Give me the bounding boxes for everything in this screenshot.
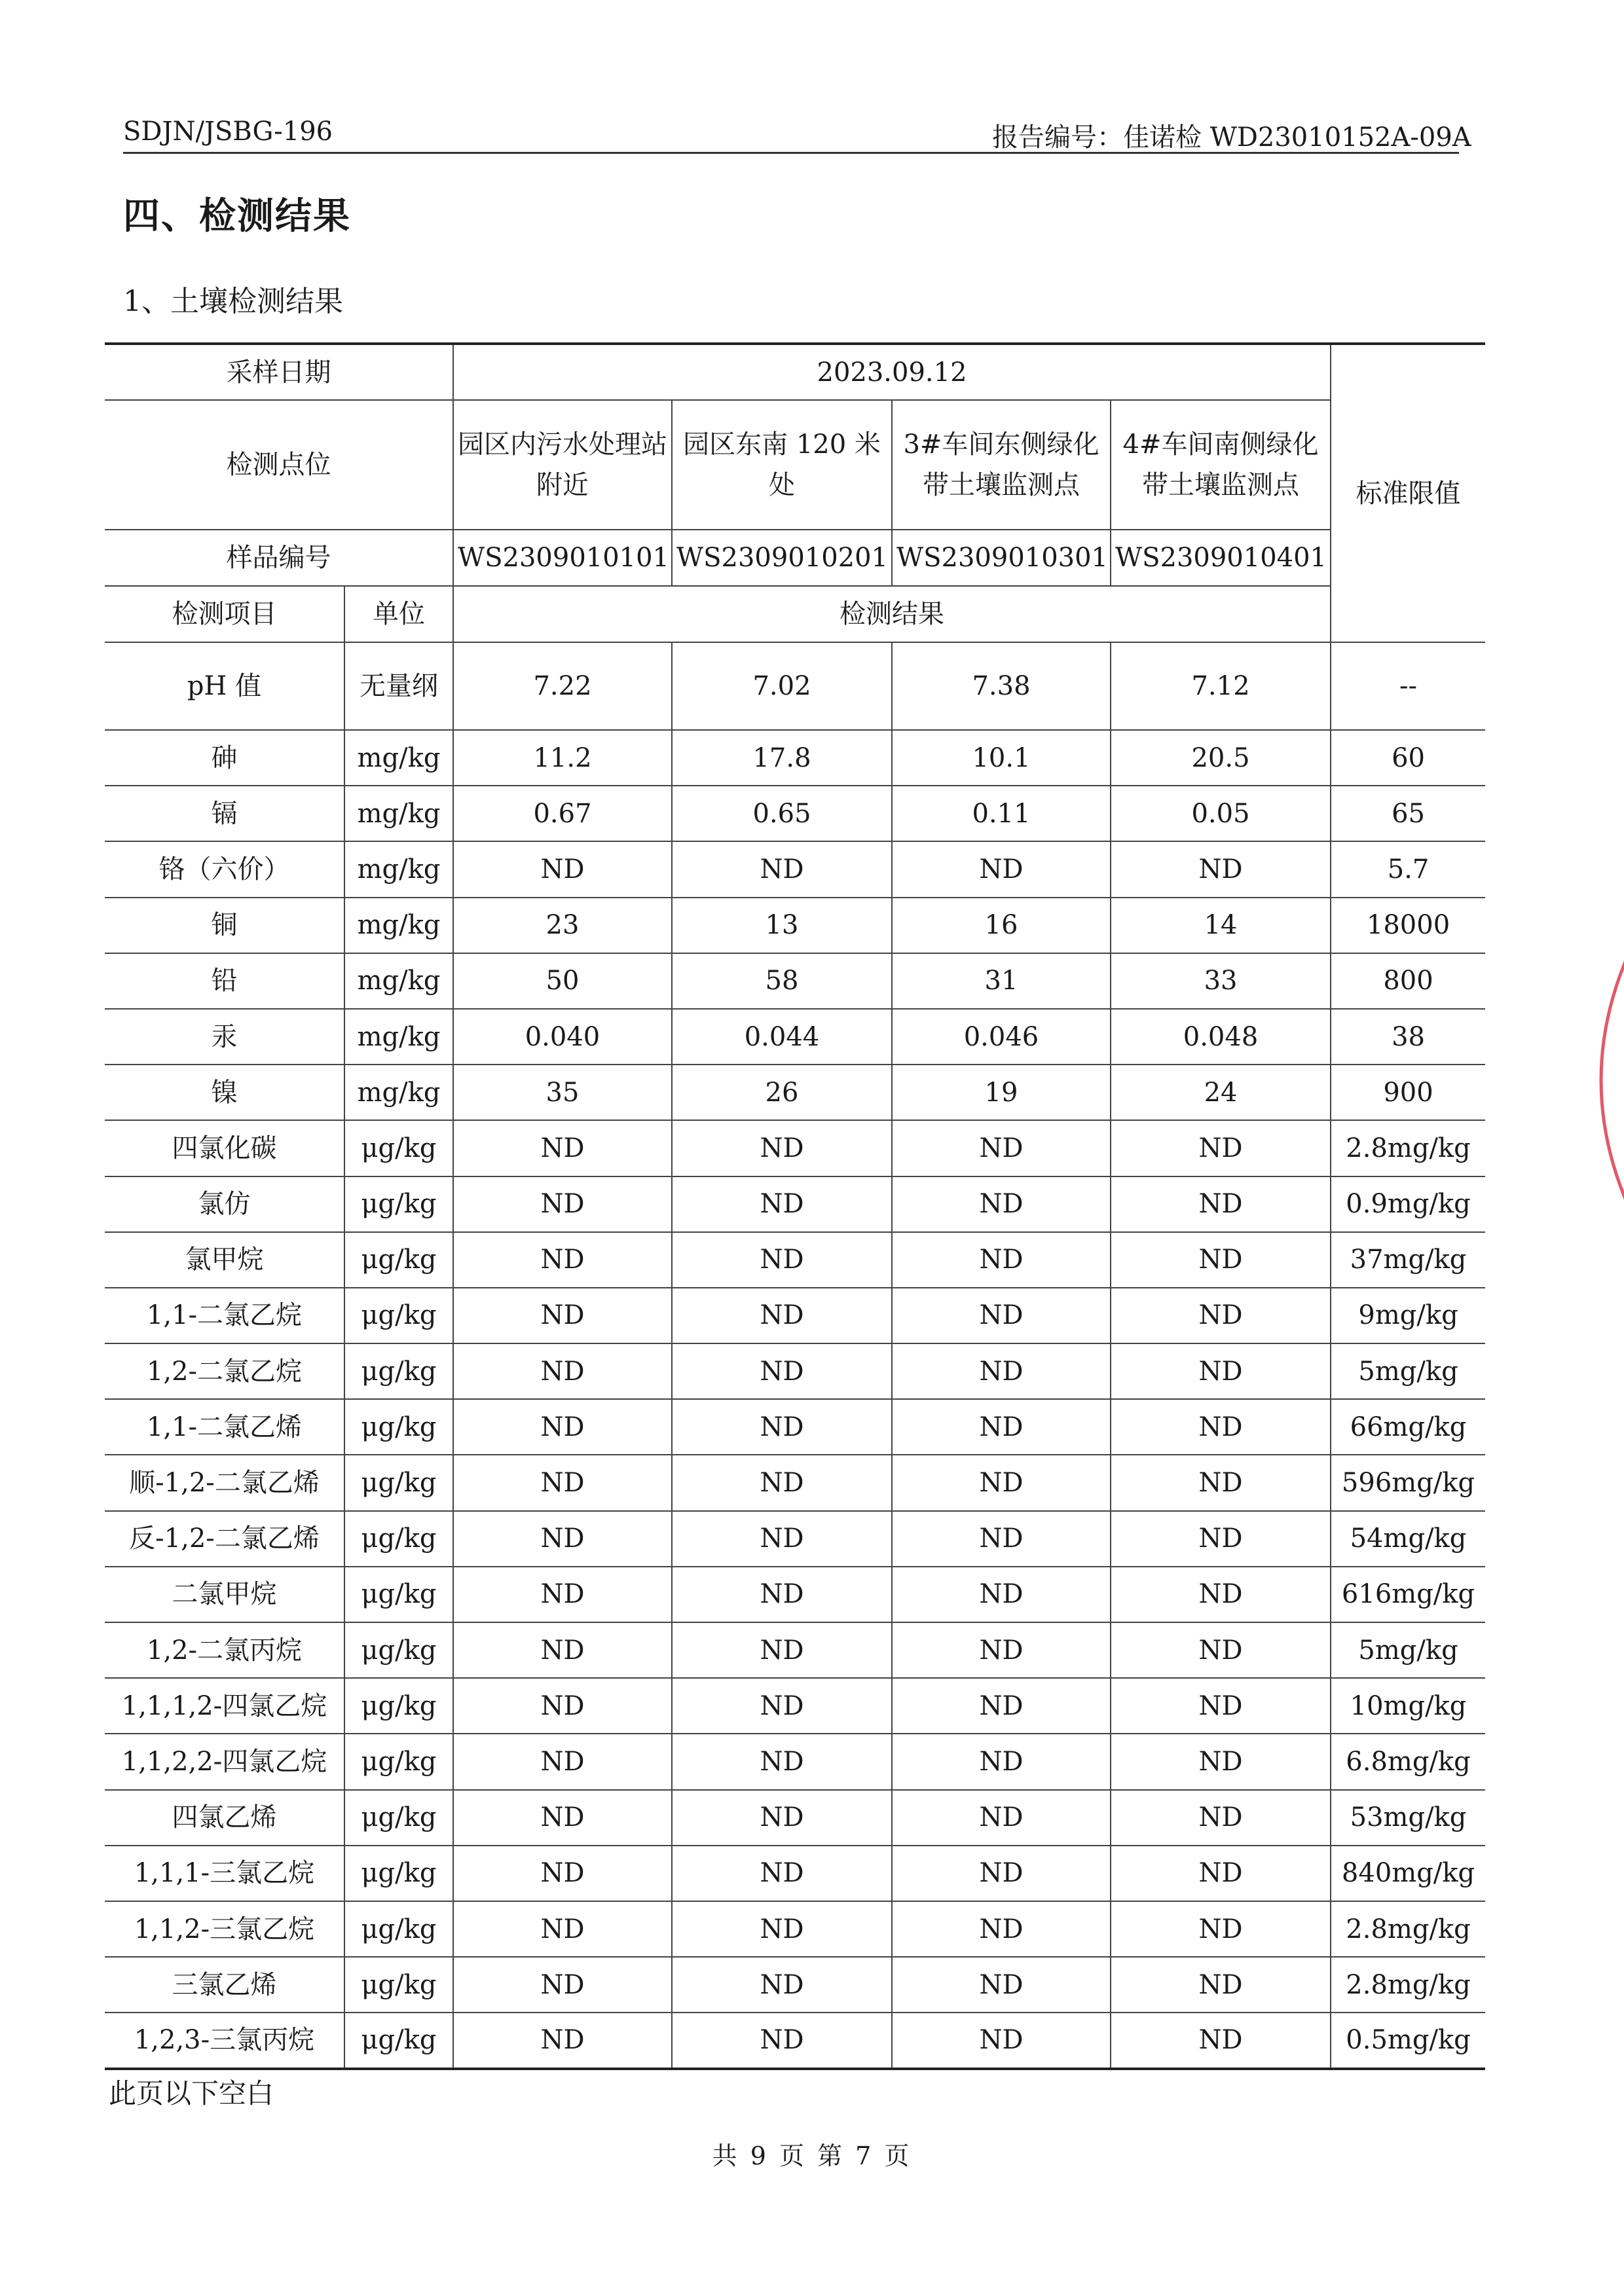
result-cell: ND <box>1111 1176 1331 1232</box>
limit-cell: -- <box>1331 642 1485 730</box>
result-cell: ND <box>672 1120 892 1176</box>
limit-cell: 18000 <box>1331 898 1485 953</box>
result-cell: 17.8 <box>672 730 892 786</box>
item-cell: 反-1,2-二氯乙烯 <box>105 1511 344 1567</box>
result-cell: ND <box>672 1790 892 1846</box>
limit-cell: 66mg/kg <box>1331 1399 1485 1455</box>
result-cell: ND <box>1111 841 1331 897</box>
document-code: SDJN/JSBG-196 <box>123 117 333 147</box>
result-cell: ND <box>672 1455 892 1510</box>
sampling-date-row <box>105 344 1485 400</box>
result-cell: ND <box>1111 1232 1331 1288</box>
unit-cell: mg/kg <box>344 786 453 841</box>
result-header: 检测结果 <box>453 586 1331 642</box>
unit-cell: μg/kg <box>344 1957 453 2013</box>
item-cell: 铅 <box>105 953 344 1009</box>
unit-cell: μg/kg <box>344 1399 453 1455</box>
table-row <box>105 841 1485 897</box>
limit-cell: 38 <box>1331 1009 1485 1065</box>
unit-cell: μg/kg <box>344 2013 453 2068</box>
result-cell: ND <box>1111 1120 1331 1176</box>
result-cell: ND <box>453 1232 672 1288</box>
limit-cell: 616mg/kg <box>1331 1567 1485 1622</box>
result-cell: ND <box>453 1567 672 1622</box>
location-1: 园区内污水处理站附近 <box>453 400 672 530</box>
result-cell: 7.12 <box>1111 642 1331 730</box>
result-cell: ND <box>672 1176 892 1232</box>
table-row <box>105 1846 1485 1901</box>
result-cell: 7.22 <box>453 642 672 730</box>
result-cell: ND <box>672 1399 892 1455</box>
result-cell: ND <box>892 2013 1111 2068</box>
limit-cell: 9mg/kg <box>1331 1288 1485 1343</box>
item-cell: 氯甲烷 <box>105 1232 344 1288</box>
unit-cell: mg/kg <box>344 841 453 897</box>
result-cell: 50 <box>453 953 672 1009</box>
limit-cell: 0.5mg/kg <box>1331 2013 1485 2068</box>
blank-below-note: 此页以下空白 <box>109 2077 274 2109</box>
result-cell: ND <box>1111 1511 1331 1567</box>
unit-cell: μg/kg <box>344 1511 453 1567</box>
limit-cell: 54mg/kg <box>1331 1511 1485 1567</box>
result-cell: ND <box>453 1846 672 1901</box>
unit-cell: μg/kg <box>344 1567 453 1622</box>
table-row <box>105 1343 1485 1399</box>
result-cell: ND <box>1111 1957 1331 2013</box>
item-cell: pH 值 <box>105 642 344 730</box>
subsection-title: 1、土壤检测结果 <box>123 285 343 318</box>
result-cell: ND <box>453 1176 672 1232</box>
result-cell: ND <box>672 2013 892 2068</box>
result-cell: ND <box>1111 1343 1331 1399</box>
location-3: 3#车间东侧绿化带土壤监测点 <box>892 400 1111 530</box>
table-row <box>105 786 1485 841</box>
sample-id-label: 样品编号 <box>105 530 453 586</box>
unit-cell: mg/kg <box>344 898 453 953</box>
table-row <box>105 730 1485 786</box>
sampling-date-label: 采样日期 <box>105 344 453 400</box>
result-cell: ND <box>892 1176 1111 1232</box>
result-cell: 0.048 <box>1111 1009 1331 1065</box>
result-cell: 7.38 <box>892 642 1111 730</box>
item-cell: 四氯乙烯 <box>105 1790 344 1846</box>
unit-cell: μg/kg <box>344 1622 453 1678</box>
item-cell: 顺-1,2-二氯乙烯 <box>105 1455 344 1510</box>
item-cell: 氯仿 <box>105 1176 344 1232</box>
limit-cell: 5.7 <box>1331 841 1485 897</box>
table-row <box>105 642 1485 730</box>
item-cell: 铬（六价） <box>105 841 344 897</box>
result-cell: ND <box>453 1957 672 2013</box>
table-row <box>105 1399 1485 1455</box>
sample-id-3: WS2309010301 <box>892 530 1111 586</box>
result-cell: ND <box>453 1343 672 1399</box>
sample-id-2: WS2309010201 <box>672 530 892 586</box>
limit-cell: 65 <box>1331 786 1485 841</box>
result-cell: ND <box>672 1622 892 1678</box>
result-cell: ND <box>672 1734 892 1789</box>
result-cell: 0.65 <box>672 786 892 841</box>
result-cell: ND <box>1111 1399 1331 1455</box>
result-cell: ND <box>453 1678 672 1734</box>
item-cell: 砷 <box>105 730 344 786</box>
result-cell: ND <box>892 1343 1111 1399</box>
result-cell: ND <box>892 1288 1111 1343</box>
sample-id-4: WS2309010401 <box>1111 530 1331 586</box>
unit-header: 单位 <box>344 586 453 642</box>
sampling-date-value: 2023.09.12 <box>453 344 1331 400</box>
result-cell: ND <box>892 1790 1111 1846</box>
result-cell: ND <box>672 1678 892 1734</box>
result-cell: 14 <box>1111 898 1331 953</box>
limit-cell: 840mg/kg <box>1331 1846 1485 1901</box>
item-cell: 1,1,2-三氯乙烷 <box>105 1901 344 1957</box>
unit-cell: μg/kg <box>344 1288 453 1343</box>
page-number: 共 9 页 第 7 页 <box>712 2141 912 2170</box>
limit-cell: 0.9mg/kg <box>1331 1176 1485 1232</box>
result-cell: 35 <box>453 1065 672 1120</box>
item-cell: 1,2-二氯乙烷 <box>105 1343 344 1399</box>
item-cell: 1,1,1,2-四氯乙烷 <box>105 1678 344 1734</box>
table-row <box>105 2013 1485 2068</box>
result-cell: ND <box>892 1399 1111 1455</box>
item-cell: 1,1-二氯乙烯 <box>105 1399 344 1455</box>
limit-cell: 53mg/kg <box>1331 1790 1485 1846</box>
column-header-row <box>105 586 1485 642</box>
result-cell: 0.044 <box>672 1009 892 1065</box>
item-cell: 1,2,3-三氯丙烷 <box>105 2013 344 2068</box>
unit-cell: μg/kg <box>344 1901 453 1957</box>
table-row <box>105 1232 1485 1288</box>
item-cell: 汞 <box>105 1009 344 1065</box>
section-title: 四、检测结果 <box>123 194 351 238</box>
result-cell: 20.5 <box>1111 730 1331 786</box>
result-cell: ND <box>1111 2013 1331 2068</box>
result-cell: ND <box>892 1678 1111 1734</box>
unit-cell: μg/kg <box>344 1120 453 1176</box>
result-cell: ND <box>453 1120 672 1176</box>
unit-cell: μg/kg <box>344 1232 453 1288</box>
limit-cell: 37mg/kg <box>1331 1232 1485 1288</box>
table-row <box>105 1678 1485 1734</box>
unit-cell: μg/kg <box>344 1790 453 1846</box>
result-cell: ND <box>453 1455 672 1510</box>
result-cell: 0.040 <box>453 1009 672 1065</box>
unit-cell: μg/kg <box>344 1846 453 1901</box>
result-cell: ND <box>892 1455 1111 1510</box>
table-row <box>105 953 1485 1009</box>
result-cell: 24 <box>1111 1065 1331 1120</box>
result-cell: ND <box>453 1622 672 1678</box>
result-cell: 0.11 <box>892 786 1111 841</box>
result-cell: 0.046 <box>892 1009 1111 1065</box>
result-cell: ND <box>672 1901 892 1957</box>
result-cell: ND <box>1111 1734 1331 1789</box>
limit-cell: 6.8mg/kg <box>1331 1734 1485 1789</box>
unit-cell: μg/kg <box>344 1343 453 1399</box>
unit-cell: 无量纲 <box>344 642 453 730</box>
table-row <box>105 1734 1485 1789</box>
limit-cell: 5mg/kg <box>1331 1343 1485 1399</box>
location-row <box>105 400 1485 530</box>
item-cell: 镍 <box>105 1065 344 1120</box>
table-row <box>105 1790 1485 1846</box>
result-cell: ND <box>1111 1846 1331 1901</box>
location-label: 检测点位 <box>105 400 453 530</box>
limit-cell: 10mg/kg <box>1331 1678 1485 1734</box>
item-cell: 四氯化碳 <box>105 1120 344 1176</box>
result-cell: ND <box>672 1957 892 2013</box>
table-row <box>105 898 1485 953</box>
result-cell: ND <box>1111 1567 1331 1622</box>
result-cell: 13 <box>672 898 892 953</box>
item-cell: 镉 <box>105 786 344 841</box>
item-cell: 二氯甲烷 <box>105 1567 344 1622</box>
result-cell: ND <box>892 841 1111 897</box>
table-row <box>105 1957 1485 2013</box>
table-row <box>105 1176 1485 1232</box>
result-cell: ND <box>672 1511 892 1567</box>
table-row <box>105 1009 1485 1065</box>
result-cell: 26 <box>672 1065 892 1120</box>
result-cell: 33 <box>1111 953 1331 1009</box>
unit-cell: μg/kg <box>344 1678 453 1734</box>
unit-cell: mg/kg <box>344 730 453 786</box>
result-cell: ND <box>892 1957 1111 2013</box>
standard-limit-header: 标准限值 <box>1331 344 1485 642</box>
limit-cell: 2.8mg/kg <box>1331 1120 1485 1176</box>
result-cell: 23 <box>453 898 672 953</box>
result-cell: ND <box>1111 1622 1331 1678</box>
result-cell: ND <box>892 1734 1111 1789</box>
result-cell: ND <box>892 1622 1111 1678</box>
limit-cell: 2.8mg/kg <box>1331 1957 1485 2013</box>
result-cell: ND <box>672 1567 892 1622</box>
item-cell: 1,1-二氯乙烷 <box>105 1288 344 1343</box>
sample-id-1: WS2309010101 <box>453 530 672 586</box>
unit-cell: μg/kg <box>344 1455 453 1510</box>
result-cell: 0.05 <box>1111 786 1331 841</box>
table-row <box>105 1901 1485 1957</box>
result-cell: ND <box>892 1567 1111 1622</box>
unit-cell: mg/kg <box>344 1009 453 1065</box>
seal-stamp-fragment <box>1559 943 1624 1218</box>
result-cell: ND <box>1111 1288 1331 1343</box>
result-cell: 58 <box>672 953 892 1009</box>
unit-cell: mg/kg <box>344 1065 453 1120</box>
result-cell: 19 <box>892 1065 1111 1120</box>
table-row <box>105 1622 1485 1678</box>
limit-cell: 800 <box>1331 953 1485 1009</box>
result-cell: 7.02 <box>672 642 892 730</box>
result-cell: ND <box>453 1901 672 1957</box>
item-header: 检测项目 <box>105 586 344 642</box>
result-cell: ND <box>1111 1678 1331 1734</box>
unit-cell: μg/kg <box>344 1734 453 1789</box>
result-cell: ND <box>892 1232 1111 1288</box>
item-cell: 1,1,1-三氯乙烷 <box>105 1846 344 1901</box>
result-cell: ND <box>453 2013 672 2068</box>
limit-cell: 2.8mg/kg <box>1331 1901 1485 1957</box>
result-cell: ND <box>672 1288 892 1343</box>
report-number: 报告编号：佳诺检 WD23010152A-09A <box>992 122 1471 153</box>
result-cell: ND <box>453 1790 672 1846</box>
result-cell: ND <box>1111 1790 1331 1846</box>
result-cell: 10.1 <box>892 730 1111 786</box>
item-cell: 三氯乙烯 <box>105 1957 344 2013</box>
limit-cell: 900 <box>1331 1065 1485 1120</box>
result-cell: ND <box>453 1288 672 1343</box>
result-cell: ND <box>892 1846 1111 1901</box>
result-cell: 0.67 <box>453 786 672 841</box>
sample-id-row <box>105 530 1485 586</box>
header-divider <box>123 152 1459 154</box>
table-row <box>105 1120 1485 1176</box>
table-row <box>105 1511 1485 1567</box>
result-cell: ND <box>672 1343 892 1399</box>
item-cell: 铜 <box>105 898 344 953</box>
table-row <box>105 1065 1485 1120</box>
location-4: 4#车间南侧绿化带土壤监测点 <box>1111 400 1331 530</box>
limit-cell: 596mg/kg <box>1331 1455 1485 1510</box>
table-row <box>105 1288 1485 1343</box>
limit-cell: 60 <box>1331 730 1485 786</box>
item-cell: 1,1,2,2-四氯乙烷 <box>105 1734 344 1789</box>
table-row <box>105 1455 1485 1510</box>
result-cell: ND <box>892 1511 1111 1567</box>
result-cell: ND <box>672 841 892 897</box>
item-cell: 1,2-二氯丙烷 <box>105 1622 344 1678</box>
result-cell: ND <box>892 1901 1111 1957</box>
result-cell: ND <box>453 1511 672 1567</box>
result-cell: ND <box>672 1846 892 1901</box>
result-cell: ND <box>453 841 672 897</box>
result-cell: ND <box>672 1232 892 1288</box>
result-cell: 16 <box>892 898 1111 953</box>
limit-cell: 5mg/kg <box>1331 1622 1485 1678</box>
table-row <box>105 1567 1485 1622</box>
result-cell: ND <box>453 1734 672 1789</box>
result-cell: ND <box>453 1399 672 1455</box>
location-2: 园区东南 120 米处 <box>672 400 892 530</box>
unit-cell: mg/kg <box>344 953 453 1009</box>
result-cell: 31 <box>892 953 1111 1009</box>
result-cell: 11.2 <box>453 730 672 786</box>
result-cell: ND <box>1111 1455 1331 1510</box>
soil-results-table <box>105 342 1485 2070</box>
result-cell: ND <box>892 1120 1111 1176</box>
unit-cell: μg/kg <box>344 1176 453 1232</box>
result-cell: ND <box>1111 1901 1331 1957</box>
